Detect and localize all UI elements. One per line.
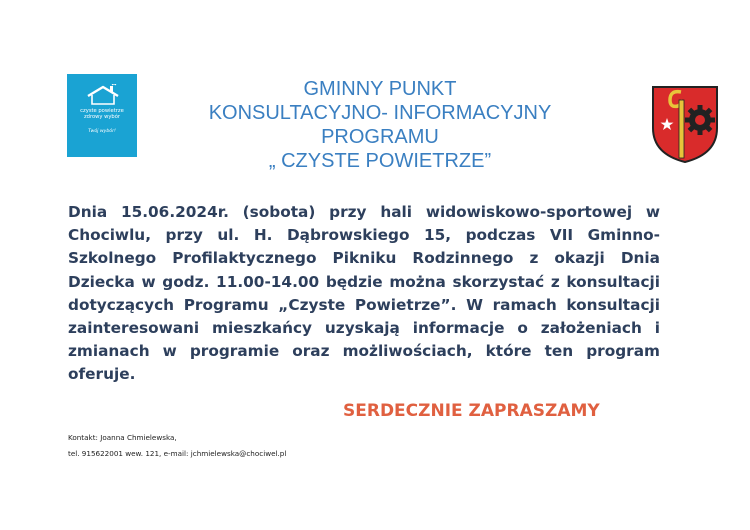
logo-line-1: czyste powietrze bbox=[80, 108, 124, 114]
announcement-paragraph: Dnia 15.06.2024r. (sobota) przy hali widowiskowo-sportowej w Chociwlu, przy ul. H. Dąbrowskiego 15, podczas VII Gminno-Szkolnego Profilaktycznego Pikniku Rodzinnego z okazji Dnia Dziecka w godz. 11.00-14.00 będzie można skorzystać z konsultacji dotyczących Programu „Czyste Powietrze”. W ramach konsultacji zainteresowani mieszkańcy uzyskają informacje o założeniach i zmianach w programie oraz możliwościach, które ten program oferuje. bbox=[68, 203, 660, 384]
logo-tagline: Twój wybór! bbox=[88, 129, 116, 134]
page-title bbox=[140, 77, 620, 173]
czyste-powietrze-logo bbox=[67, 74, 137, 157]
logo-line-2: zdrowy wybór bbox=[83, 114, 121, 120]
house-icon bbox=[86, 84, 120, 106]
contact-person: Kontakt: Joanna Chmielewska, bbox=[68, 433, 177, 442]
invitation-text: SERDECZNIE ZAPRASZAMY bbox=[343, 401, 600, 421]
title-line-4: „ CZYSTE POWIETRZE” bbox=[268, 150, 492, 172]
contact-details: tel. 915622001 wew. 121, e-mail: jchmielewska@chociwel.pl bbox=[68, 449, 287, 458]
title-line-2: KONSULTACYJNO- INFORMACYJNY bbox=[208, 102, 552, 124]
title-line-1: GMINNY PUNKT bbox=[303, 78, 457, 100]
coat-of-arms-icon bbox=[650, 84, 720, 164]
title-line-3: PROGRAMU bbox=[321, 126, 439, 148]
